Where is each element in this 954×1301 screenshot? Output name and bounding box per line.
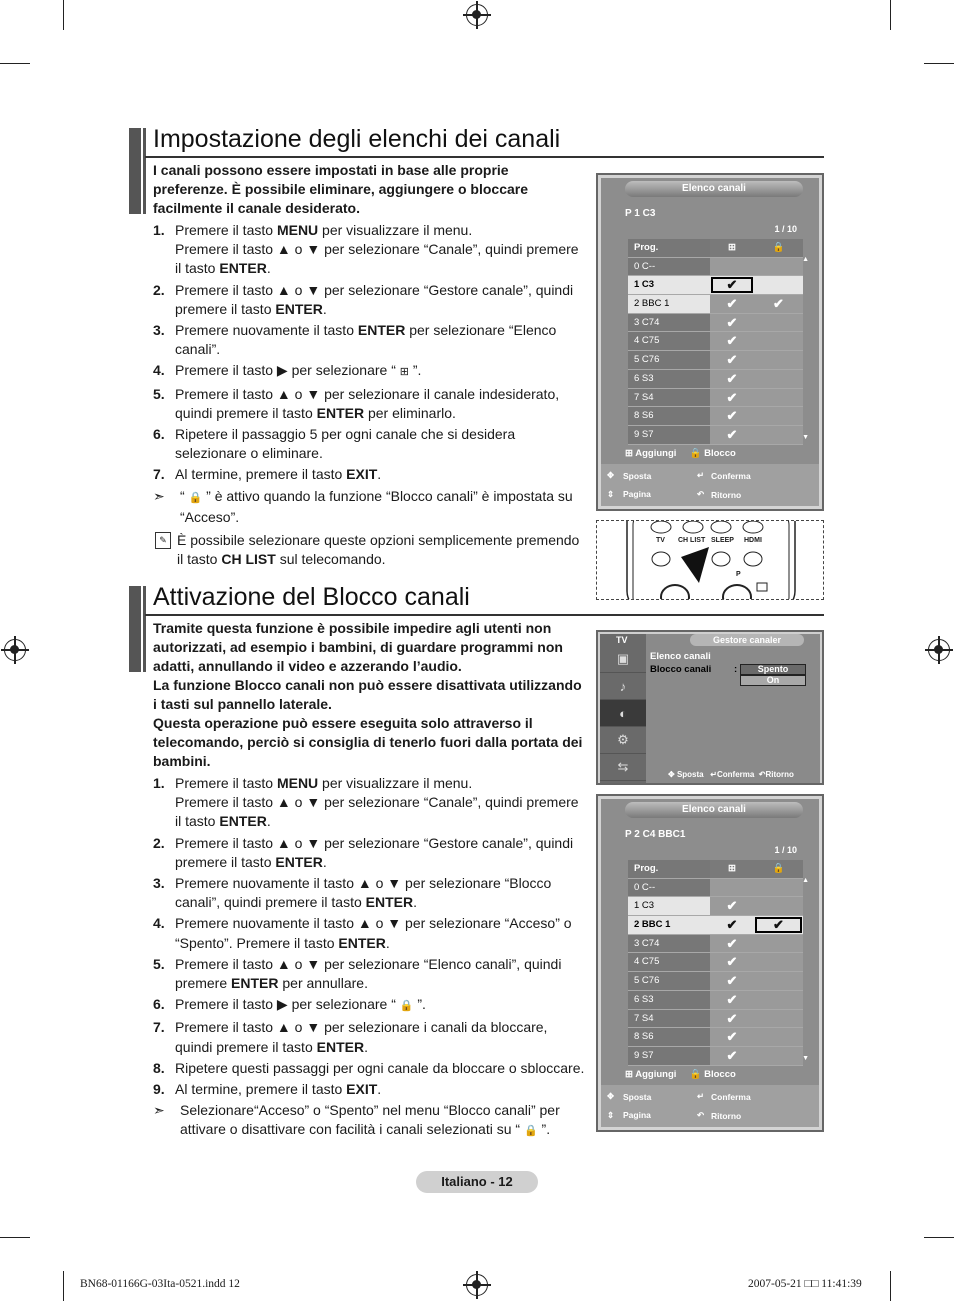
step-item [153, 385, 588, 423]
legend [625, 1069, 736, 1080]
return-icon: ↶ [758, 770, 766, 779]
channel-label: 0 C-- [628, 879, 710, 897]
section1-steps [153, 221, 588, 527]
menu-sidebar [600, 646, 646, 783]
step-number: 9. [153, 1081, 165, 1098]
menu-item-blocco: Blocco canali [650, 664, 712, 675]
crop-mark [0, 1237, 30, 1238]
scroll-down-icon: ▼ [802, 434, 809, 441]
legend-lock: Blocco [704, 1069, 736, 1080]
step-number: 1. [153, 775, 165, 791]
lock-icon: 🔒 [754, 860, 803, 878]
registration-mark-icon [466, 4, 488, 26]
remote-sleep-label: SLEEP [711, 537, 734, 544]
table-row[interactable] [628, 276, 803, 295]
add-cell[interactable] [710, 314, 754, 332]
step-number: 3. [153, 322, 165, 339]
table-row[interactable] [628, 1047, 803, 1066]
table-row[interactable] [628, 407, 803, 426]
channel-label: 2 BBC 1 [628, 916, 710, 934]
step-item [153, 914, 588, 952]
lock-icon: 🔒 [754, 239, 803, 257]
table-row[interactable] [628, 935, 803, 954]
add-cell[interactable] [710, 389, 754, 407]
table-header [628, 239, 803, 258]
setup-icon: ⚙ [600, 727, 646, 754]
check-icon: ✔ [726, 1029, 738, 1045]
channel-list-screen-lock [596, 794, 824, 1132]
channel-label: 5 C76 [628, 351, 710, 369]
file-info: BN68-01166G-03Ita-0521.indd 12 [80, 1278, 240, 1290]
step-text: Ripetere questi passaggi per ogni canale da bloccare o sbloccare. [175, 1059, 585, 1076]
remote-drawing [597, 521, 824, 600]
lock-cell[interactable] [754, 258, 803, 276]
step-number: 4. [153, 915, 165, 932]
channel-label: 3 C74 [628, 314, 710, 332]
nav-move: Sposta [623, 471, 652, 481]
table-row[interactable] [628, 258, 803, 277]
note [153, 1101, 588, 1141]
channel-list-screen [596, 173, 824, 511]
add-icon: ⊞ [625, 448, 633, 459]
add-cell[interactable] [710, 407, 754, 425]
note-arrow-icon: ➣ [153, 487, 165, 504]
channel-label: 1 C3 [628, 276, 710, 294]
nav-bar [601, 464, 819, 506]
step-text: Al termine, premere il tasto EXIT. [175, 466, 382, 483]
lock-cell[interactable] [754, 407, 803, 425]
crop-mark [924, 1237, 954, 1238]
add-cell[interactable] [710, 953, 754, 971]
section2-title: Attivazione del Blocco canali [153, 583, 470, 611]
screen-title: Elenco canali [625, 802, 803, 818]
check-icon: ✔ [726, 333, 738, 349]
lock-cell[interactable] [754, 295, 803, 313]
lock-cell[interactable] [754, 972, 803, 990]
memo-icon: ✎ [155, 532, 171, 549]
remote-illustration [596, 520, 824, 600]
table-row[interactable] [628, 389, 803, 408]
channel-table [628, 860, 803, 1066]
page-indicator: 1 / 10 [774, 224, 797, 234]
check-icon: ✔ [726, 973, 738, 989]
remote-tv-label: TV [656, 537, 665, 544]
table-row[interactable] [628, 972, 803, 991]
step-item [153, 321, 588, 359]
lock-cell[interactable] [754, 897, 803, 915]
step-text: Premere il tasto ▶ per selezionare “ 🔒 ”. [175, 996, 426, 1013]
print-date: 2007-05-21 □□ 11:41:39 [748, 1278, 862, 1290]
title-rule [145, 614, 824, 616]
page-indicator: 1 / 10 [774, 845, 797, 855]
step-item [153, 874, 588, 912]
nav-confirm: Conferma [711, 471, 751, 481]
add-cell[interactable] [710, 1010, 754, 1028]
memo-text: È possibile selezionare queste opzioni semplicemente premendo il tasto CH LIST sul telecomando. [177, 532, 580, 567]
option-on: On [740, 675, 806, 686]
check-icon: ✔ [726, 917, 738, 933]
title-strip [646, 634, 820, 646]
lock-cell[interactable] [754, 1010, 803, 1028]
page-number-label: Italiano - 12 [416, 1171, 538, 1193]
nav-return: Ritorno [765, 770, 794, 779]
sound-icon: ♪ [600, 673, 646, 700]
screen-header: P 1 C3 [625, 208, 656, 219]
step-item [153, 465, 588, 484]
section1-memo [155, 531, 587, 569]
add-icon: ⊞ [710, 860, 754, 878]
step-item [153, 1059, 588, 1078]
lock-cell[interactable] [754, 953, 803, 971]
note [153, 487, 588, 527]
crop-mark [890, 0, 891, 30]
enter-icon: ↵ [697, 470, 705, 480]
lock-cell[interactable] [754, 389, 803, 407]
screen-inner [601, 799, 819, 1127]
check-icon: ✔ [773, 296, 784, 312]
move-icon: ✥ [668, 770, 675, 779]
table-row[interactable] [628, 991, 803, 1010]
channel-label: 9 S7 [628, 426, 710, 444]
channel-label: 4 C75 [628, 332, 710, 350]
add-cell[interactable] [710, 351, 754, 369]
lock-cell[interactable] [754, 1047, 803, 1065]
step-text: Premere nuovamente il tasto ▲ o ▼ per selezionare “Blocco canali”, quindi premere il tasto ENTER. [175, 875, 552, 911]
scroll-up-icon: ▲ [802, 877, 809, 884]
nav-page: Pagina [623, 489, 651, 499]
step-text: Premere il tasto ▲ o ▼ per selezionare il canale indesiderato, quindi premere il tasto ENTER per eliminarlo. [175, 385, 560, 421]
legend-add: Aggiungi [635, 1069, 677, 1080]
scroll-up-icon: ▲ [802, 256, 809, 263]
add-cell[interactable] [710, 935, 754, 953]
step-number: 3. [153, 875, 165, 892]
channel-label: 7 S4 [628, 389, 710, 407]
step-text: Premere il tasto ▲ o ▼ per selezionare “Elenco canali”, quindi premere ENTER per annullare. [175, 955, 562, 992]
add-cell[interactable] [710, 991, 754, 1009]
crop-mark [63, 1271, 64, 1301]
channel-label: 9 S7 [628, 1047, 710, 1065]
section2-intro: Tramite questa funzione è possibile impedire agli utenti non autorizzati, ad esempio i bambini, di guardare programmi non adatti, annullando il video e azzerando l’audio. La funzione Blocco canali non può essere disattivata utilizzando i tasti sul pannello laterale. Questa operazione può essere eseguita solo attraverso il telecomando, perciò si consiglia di tenerlo fuori dalla portata dei bambini. [153, 620, 583, 769]
lock-cell[interactable] [754, 426, 803, 444]
channel-label: 6 S3 [628, 370, 710, 388]
check-icon: ✔ [773, 917, 784, 933]
channel-label: 2 BBC 1 [628, 295, 710, 313]
lock-cell[interactable] [754, 332, 803, 350]
nav-confirm: Conferma [711, 1092, 751, 1102]
channel-label: 1 C3 [628, 897, 710, 915]
gestore-nav [668, 770, 794, 779]
check-icon: ✔ [726, 1010, 738, 1026]
channel-manager-screen [596, 630, 824, 785]
step-number: 6. [153, 996, 165, 1013]
add-cell[interactable] [710, 879, 754, 897]
table-row[interactable] [628, 916, 803, 935]
step-item [153, 425, 588, 463]
check-icon: ✔ [726, 408, 738, 424]
channel-label: 8 S6 [628, 407, 710, 425]
add-cell[interactable] [710, 426, 754, 444]
add-cell[interactable] [710, 1028, 754, 1046]
step-item [153, 361, 588, 382]
add-icon: ⊞ [625, 1069, 633, 1080]
registration-mark-icon [466, 1274, 488, 1296]
screen-inner [601, 178, 819, 506]
input-icon: ⇆ [600, 754, 646, 781]
step-text: Premere il tasto ▶ per selezionare “ ⊞ ”. [175, 362, 422, 379]
tv-label: TV [600, 634, 646, 646]
registration-mark-icon [4, 639, 26, 661]
check-icon: ✔ [726, 935, 738, 951]
step-number: 5. [153, 955, 165, 972]
table-row[interactable] [628, 897, 803, 916]
add-cell[interactable] [710, 916, 754, 934]
gestore-title: Gestore canaler [690, 634, 804, 646]
remote-hdmi-label: HDMI [744, 537, 762, 544]
lock-cell[interactable] [754, 916, 803, 934]
picture-icon: ▣ [600, 646, 646, 673]
nav-bar [601, 1085, 819, 1127]
step-text: Premere nuovamente il tasto ▲ o ▼ per selezionare “Acceso” o “Spento”. Premere il tasto ENTER. [175, 915, 572, 951]
table-row[interactable] [628, 953, 803, 972]
return-icon: ↶ [697, 1110, 705, 1120]
channel-icon: ◐ [600, 700, 646, 727]
table-row[interactable] [628, 1028, 803, 1047]
nav-return: Ritorno [711, 490, 742, 500]
registration-mark-icon [928, 639, 950, 661]
add-cell[interactable] [710, 1047, 754, 1065]
crop-mark [63, 0, 64, 30]
nav-confirm: Conferma [716, 770, 755, 779]
check-icon: ✔ [726, 314, 738, 330]
step-number: 5. [153, 385, 165, 402]
channel-label: 0 C-- [628, 258, 710, 276]
channel-label: 3 C74 [628, 935, 710, 953]
nav-return: Ritorno [711, 1111, 742, 1121]
step-item [153, 774, 588, 832]
legend-add: Aggiungi [635, 448, 677, 459]
lock-cell[interactable] [754, 314, 803, 332]
enter-icon: ↵ [697, 1091, 705, 1101]
step-text: Premere il tasto MENU per visualizzare il menu. Premere il tasto ▲ o ▼ per selezionare “Canale”, quindi premere il tasto ENTER. [175, 222, 579, 277]
col-prog: Prog. [628, 860, 710, 878]
page-icon: ⇕ [607, 489, 615, 499]
check-icon: ✔ [726, 277, 738, 293]
channel-label: 4 C75 [628, 953, 710, 971]
step-text: Premere il tasto ▲ o ▼ per selezionare “Gestore canale”, quindi premere il tasto ENTER. [175, 281, 574, 317]
title-rule [145, 156, 824, 158]
step-number: 7. [153, 1019, 165, 1036]
col-prog: Prog. [628, 239, 710, 257]
legend-lock: Blocco [704, 448, 736, 459]
lock-cell[interactable] [754, 935, 803, 953]
crop-mark [924, 63, 954, 64]
nav-page: Pagina [623, 1110, 651, 1120]
step-item [153, 1080, 588, 1099]
lock-cell[interactable] [754, 370, 803, 388]
table-row[interactable] [628, 351, 803, 370]
note-arrow-icon: ➣ [153, 1102, 165, 1119]
nav-move: Sposta [676, 770, 704, 779]
check-icon: ✔ [726, 296, 738, 312]
step-item [153, 955, 588, 993]
step-number: 7. [153, 466, 165, 483]
step-number: 6. [153, 426, 165, 443]
table-row[interactable] [628, 426, 803, 445]
add-cell[interactable] [710, 258, 754, 276]
check-icon: ✔ [726, 389, 738, 405]
note-text: Selezionare“Acceso” o “Spento” nel menu “Blocco canali” per attivare o disattivare con facilità i canali selezionati su “ 🔒 ”. [180, 1102, 560, 1138]
return-icon: ↶ [697, 489, 705, 499]
move-icon: ✥ [607, 1091, 615, 1101]
lock-cell[interactable] [754, 991, 803, 1009]
step-text: Premere il tasto MENU per visualizzare il menu. Premere il tasto ▲ o ▼ per selezionare “Canale”, quindi premere il tasto ENTER. [175, 775, 579, 830]
step-item [153, 1018, 588, 1056]
legend [625, 448, 736, 459]
table-row[interactable] [628, 370, 803, 389]
channel-label: 7 S4 [628, 1010, 710, 1028]
lock-cell[interactable] [754, 1028, 803, 1046]
page-icon: ⇕ [607, 1110, 615, 1120]
colon: : [734, 664, 738, 675]
check-icon: ✔ [726, 1047, 738, 1063]
table-row[interactable] [628, 314, 803, 333]
channel-label: 8 S6 [628, 1028, 710, 1046]
table-row[interactable] [628, 879, 803, 898]
check-icon: ✔ [726, 954, 738, 970]
add-cell[interactable] [710, 972, 754, 990]
lock-cell[interactable] [754, 879, 803, 897]
menu-item-elenco: Elenco canali [650, 651, 711, 662]
step-number: 2. [153, 834, 165, 851]
add-cell[interactable] [710, 295, 754, 313]
crop-mark [890, 1271, 891, 1301]
step-text: Ripetere il passaggio 5 per ogni canale che si desidera selezionare o eliminare. [175, 426, 516, 462]
add-icon: ⊞ [710, 239, 754, 257]
step-number: 4. [153, 362, 165, 379]
step-item [153, 995, 588, 1016]
lock-cell[interactable] [754, 276, 803, 294]
step-item [153, 221, 588, 279]
step-item [153, 281, 588, 319]
lock-cell[interactable] [754, 351, 803, 369]
check-icon: ✔ [726, 898, 738, 914]
check-icon: ✔ [726, 352, 738, 368]
screen-header: P 2 C4 BBC1 [625, 829, 686, 840]
lock-icon: 🔒 [689, 448, 702, 459]
scroll-down-icon: ▼ [802, 1055, 809, 1062]
table-header [628, 860, 803, 879]
move-icon: ✥ [607, 470, 615, 480]
channel-label: 6 S3 [628, 991, 710, 1009]
check-icon: ✔ [726, 370, 738, 386]
section-bar [129, 128, 141, 214]
step-number: 1. [153, 222, 165, 238]
nav-move: Sposta [623, 1092, 652, 1102]
channel-label: 5 C76 [628, 972, 710, 990]
screen-title: Elenco canali [625, 181, 803, 197]
gestore-main [646, 646, 820, 783]
step-text: Premere il tasto ▲ o ▼ per selezionare “Gestore canale”, quindi premere il tasto ENTER. [175, 834, 574, 870]
crop-mark [0, 63, 30, 64]
step-number: 2. [153, 281, 165, 298]
enter-icon: ↵ [710, 770, 717, 779]
remote-p-label: P [736, 571, 741, 578]
step-number: 8. [153, 1059, 165, 1076]
channel-table [628, 239, 803, 445]
note-text: “ 🔒 ” è attivo quando la funzione “Blocco canali” è impostata su “Acceso”. [180, 487, 573, 525]
option-spento: Spento [740, 664, 806, 675]
section1-intro: I canali possono essere impostati in base alle proprie preferenze. È possibile eliminare, aggiungere o bloccare facilmente il canale desiderato. [153, 162, 529, 216]
add-cell[interactable] [710, 897, 754, 915]
check-icon: ✔ [726, 991, 738, 1007]
section1-title: Impostazione degli elenchi dei canali [153, 125, 561, 153]
table-row[interactable] [628, 295, 803, 314]
add-cell[interactable] [710, 370, 754, 388]
add-cell[interactable] [710, 276, 754, 294]
add-cell[interactable] [710, 332, 754, 350]
step-text: Premere nuovamente il tasto ENTER per selezionare “Elenco canali”. [175, 322, 557, 358]
table-row[interactable] [628, 332, 803, 351]
step-text: Premere il tasto ▲ o ▼ per selezionare i canali da bloccare, quindi premere il tasto ENTER. [175, 1019, 548, 1055]
remote-chlist-label: CH LIST [678, 537, 706, 544]
lock-icon: 🔒 [689, 1069, 702, 1080]
step-item [153, 834, 588, 872]
table-row[interactable] [628, 1010, 803, 1029]
step-text: Al termine, premere il tasto EXIT. [175, 1081, 382, 1098]
check-icon: ✔ [726, 426, 738, 442]
section-bar [129, 586, 141, 672]
section2-steps [153, 774, 588, 1142]
